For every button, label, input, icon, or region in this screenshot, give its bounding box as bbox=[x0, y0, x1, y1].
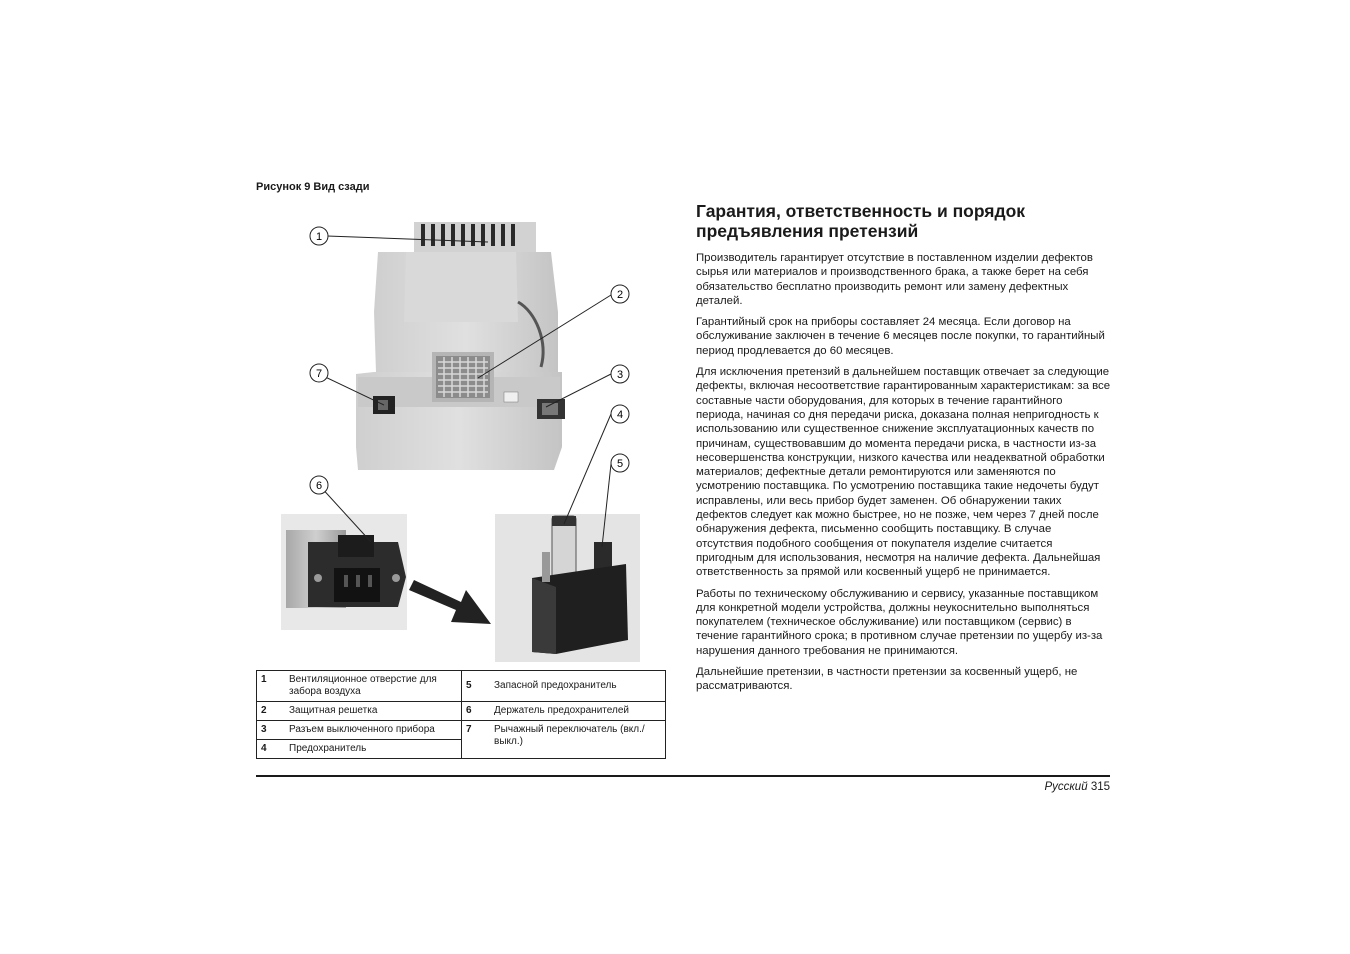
legend-text: Разъем выключенного прибора bbox=[285, 721, 462, 740]
legend-text: Предохранитель bbox=[285, 740, 462, 759]
legend-number: 1 bbox=[257, 671, 286, 702]
legend-text: Держатель предохранителей bbox=[490, 702, 666, 721]
svg-text:7: 7 bbox=[315, 368, 323, 380]
footer-divider bbox=[256, 775, 1110, 777]
callout-4 bbox=[611, 405, 629, 423]
callout-7 bbox=[310, 364, 328, 382]
legend-text: Рычажный переключатель (вкл./выкл.) bbox=[490, 721, 666, 759]
svg-text:4: 4 bbox=[616, 409, 624, 421]
legend-number: 5 bbox=[462, 671, 491, 702]
arrow-icon bbox=[409, 580, 491, 624]
paragraph: Дальнейшие претензии, в частности претензии за косвенный ущерб, не рассматриваются. bbox=[696, 666, 1078, 693]
legend-text: Запасной предохранитель bbox=[490, 671, 666, 702]
rear-view-figure bbox=[256, 212, 668, 668]
legend-number: 6 bbox=[462, 702, 491, 721]
callout-5 bbox=[611, 454, 629, 472]
page-number: 315 bbox=[1090, 781, 1110, 793]
callout-2 bbox=[611, 285, 629, 303]
paragraph: Гарантийный срок на приборы составляет 24 месяца. Если договор на обслуживание заключен в течение 6 месяцев после покупки, то гарантийный период продлевается до 60 месяцев. bbox=[696, 316, 1105, 357]
legend-number: 2 bbox=[257, 702, 286, 721]
legend-row bbox=[257, 671, 666, 702]
legend-number: 7 bbox=[462, 721, 491, 759]
legend-number: 3 bbox=[257, 721, 286, 740]
callout-3 bbox=[611, 365, 629, 383]
fuse-holder-photo bbox=[281, 514, 407, 630]
instrument-rear-photo bbox=[356, 222, 565, 470]
legend-row bbox=[257, 721, 666, 740]
legend-text: Вентиляционное отверстие для забора воздуха bbox=[285, 671, 462, 702]
legend-number: 4 bbox=[257, 740, 286, 759]
svg-text:5: 5 bbox=[616, 458, 624, 470]
svg-text:2: 2 bbox=[616, 289, 624, 301]
fuse-drawer-photo bbox=[495, 514, 640, 662]
legend-row bbox=[257, 702, 666, 721]
callout-1 bbox=[310, 227, 328, 245]
warranty-section bbox=[696, 201, 1111, 701]
figure-legend-table bbox=[256, 670, 666, 759]
paragraph: Работы по техническому обслуживанию и сервису, указанные поставщиком для конкретной модели устройства, должны неукоснительно выполняться покупателем (техническое обслуживание) или поставщиком (сервис) в течение гарантийного срока; в противном случае претензии по ущербу из-за нарушения данного требования не принимаются. bbox=[696, 587, 1103, 657]
legend-text: Защитная решетка bbox=[285, 702, 462, 721]
svg-text:6: 6 bbox=[315, 480, 323, 492]
figure-caption: Рисунок 9 Вид сзади bbox=[256, 181, 370, 193]
footer-language: Русский bbox=[1044, 781, 1088, 793]
paragraph: Для исключения претензий в дальнейшем поставщик отвечает за следующие дефекты, включая несоответствие гарантированным характеристикам: за все составные части оборудования, для которых в течение гарантийного периода, начиная со дня передачи риска, доказана полная непригодность к использованию или существенное снижение эксплуатационных качеств по причинам, существовавшим до момента передачи риска, в частности из-за несовершенства конструкции, низкого качества или неадекватной обработки материалов; дефектные детали ремонтируются или заменяются по усмотрению поставщика. По усмотрению поставщика такие недочеты будут исправлены, или весь прибор будет заменен. Об обнаружении таких дефектов следует как можно быстрее, но не позже, чем через 7 дней после обнаружения дефекта, письменно сообщить поставщику. В случае отсутствия подобного сообщения от покупателя изделие считается пригодным для использования, несмотря на наличие дефекта. Дальнейшая ответственность за прямой или косвенный ущерб не принимается. bbox=[696, 366, 1111, 579]
svg-text:3: 3 bbox=[616, 369, 624, 381]
callout-6 bbox=[310, 476, 328, 494]
paragraph: Производитель гарантирует отсутствие в поставленном изделии дефектов сырья или материалов и производственного брака, а также берет на себя обязательство бесплатно производить ремонт или замену дефектных деталей. bbox=[696, 252, 1093, 307]
svg-text:1: 1 bbox=[315, 231, 323, 243]
page-footer bbox=[1044, 781, 1110, 793]
section-heading: Гарантия, ответственность и порядок предъявления претензий bbox=[696, 201, 1026, 241]
